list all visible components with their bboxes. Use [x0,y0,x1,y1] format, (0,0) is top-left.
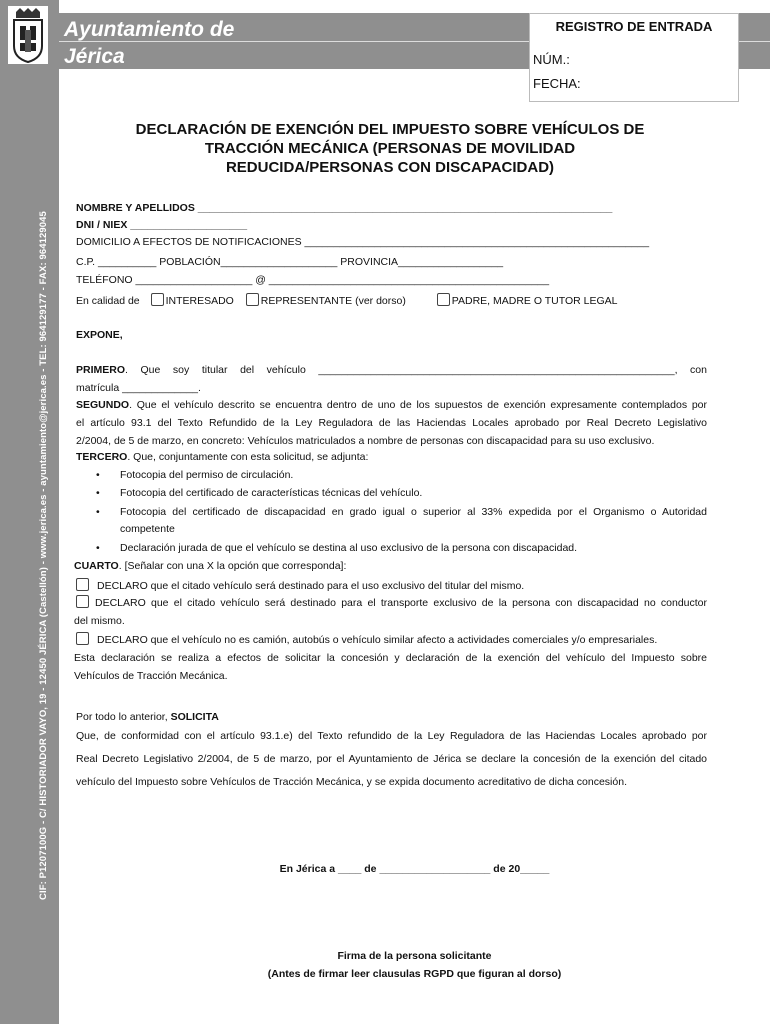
cuarto-option2: DECLARO que el citado vehículo será destinado para el transporte exclusivo de la persona con discapacidad no conductor del mismo. [74,597,707,627]
solicita-paragraph: Que, de conformidad con el artículo 93.1.e) del Texto refundido de la Ley Reguladora de las Haciendas Locales aprobado por Real Decreto Legislativo 2/2004, de 5 de marzo, por el Ayuntamiento de Jérica se declare la concesión de la exención del citado vehículo del Impuesto sobre Vehículos de Tracción Mecánica, y se expida documento acreditativo de dicha concesión. [76,730,707,788]
representante-label: REPRESENTANTE (ver dorso) [260,295,406,307]
registro-box [529,13,739,102]
domicilio-field[interactable]: DOMICILIO A EFECTOS DE NOTIFICACIONES ___________________________________________________________ [76,236,650,248]
contact-info-vertical: CIF: P1207100G - C/ HISTORIADOR VAYO, 19 - 12450 JÉRICA (Castellón) - www.jerica.es - ayuntamiento@jerica.es - TEL: 964129177 - FAX: 964129045 [38,211,49,900]
nombre-field[interactable]: NOMBRE Y APELLIDOS _______________________________________________________________________ [76,202,613,214]
expone-heading: EXPONE, [76,329,123,341]
segundo-paragraph [76,396,707,450]
calidad-label: En calidad de [76,295,140,307]
municipality-title [64,16,234,70]
interesado-label: INTERESADO [165,295,234,307]
document-title [76,120,704,177]
document-title-line3: REDUCIDA/PERSONAS CON DISCAPACIDAD) [225,159,555,176]
registro-title: REGISTRO DE ENTRADA [555,19,713,34]
cuarto-option3-checkbox[interactable] [76,632,89,645]
tercero-paragraph [76,451,368,464]
title-line2: Jérica [64,45,125,68]
cuarto-closing: Esta declaración se realiza a efectos de solicitar la concesión y declaración de la exención del vehículo del Impuesto sobre Vehículos de Tracción Mecánica. [74,652,707,682]
title-line1: Ayuntamiento de [64,18,235,41]
cuarto-text: . [Señalar con una X la opción que corresponda]: [118,560,347,572]
interesado-checkbox[interactable] [151,293,164,306]
list-item: • Fotocopia del certificado de discapacidad en grado igual o superior al 33% expedida por el Organismo o Autoridad competente [96,506,707,535]
sidebar-band [0,0,59,1024]
cuarto-paragraph [74,560,346,573]
registro-fecha-label: FECHA: [533,76,581,91]
date-line[interactable]: En Jérica a ____ de ___________________ de 20_____ [279,863,550,875]
representante-checkbox[interactable] [246,293,259,306]
tercero-label: TERCERO [76,451,128,463]
calidad-row [76,293,617,308]
tercero-text: . Que, conjuntamente con esta solicitud, se adjunta: [127,451,369,463]
document-title-line1: DECLARACIÓN DE EXENCIÓN DEL IMPUESTO SOBRE VEHÍCULOS DE [135,121,645,138]
padre-madre-tutor-label: PADRE, MADRE O TUTOR LEGAL [451,295,618,307]
segundo-label: SEGUNDO [76,399,130,411]
primero-paragraph [76,361,707,397]
cp-poblacion-provincia-field[interactable]: C.P. __________ POBLACIÓN____________________ PROVINCIA__________________ [76,256,504,268]
segundo-line2: el artículo 93.1 del Texto Refundido de la Ley Reguladora de las Haciendas Locales aprobado por Real Decreto Legislativo [76,417,707,429]
primero-label: PRIMERO [76,364,126,376]
cuarto-option3: DECLARO que el vehículo no es camión, autobús o vehículo similar afecto a actividades comerciales y/o empresariales. [74,632,657,647]
solicita-intro: Por todo lo anterior, SOLICITA [76,711,219,723]
cuarto-option1: DECLARO que el citado vehículo será destinado para el uso exclusivo del titular del mismo. [74,578,524,593]
padre-madre-tutor-checkbox[interactable] [437,293,450,306]
primero-line1: . Que soy titular del vehículo _____________________________________________________________, con [125,364,707,376]
segundo-line3: 2/2004, de 5 de marzo, en concreto: Vehículos matriculados a nombre de personas con discapacidad para su uso exclusivo. [76,435,655,447]
document-title-line2: TRACCIÓN MECÁNICA (PERSONAS DE MOVILIDAD [204,140,576,157]
cuarto-label: CUARTO [74,560,119,572]
dni-field[interactable]: DNI / NIEX ____________________ [76,219,248,231]
signature-line1: Firma de la persona solicitante [337,950,492,962]
cuarto-option1-checkbox[interactable] [76,578,89,591]
signature-line2: (Antes de firmar leer clausulas RGPD que figuran al dorso) [267,968,562,980]
coat-of-arms-icon [8,6,48,64]
primero-line2: matrícula _____________. [76,382,201,394]
telefono-email-field[interactable]: TELÉFONO ____________________ @ ________________________________________________ [76,274,550,286]
registro-num-label: NÚM.: [533,52,570,67]
solicita-label: SOLICITA [170,711,219,723]
signature-caption [59,947,770,983]
segundo-line1: . Que el vehículo descrito se encuentra dentro de uno de los supuestos de exención expresamente contemplados por [129,399,707,411]
cuarto-option2-checkbox[interactable] [76,595,89,608]
